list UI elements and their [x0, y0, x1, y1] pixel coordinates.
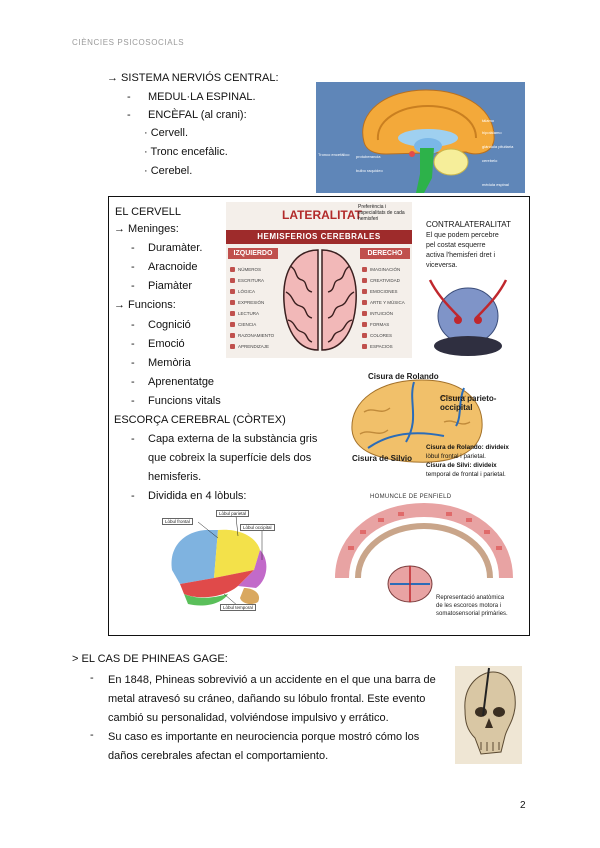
left-item [230, 330, 280, 341]
running-header: CIÈNCIES PSICOSOCIALS [72, 38, 185, 47]
silvio-label: Cisura de Silvio [352, 454, 413, 463]
snc-dash: - [127, 109, 131, 121]
lobes-image [158, 508, 284, 612]
bullet-icon [362, 267, 367, 272]
parieto-line: occipital [440, 403, 473, 412]
right-item [362, 286, 412, 297]
cortex-line: Capa externa de la substància gris [148, 433, 318, 445]
dash: - [131, 395, 135, 407]
lateralitat-note: Preferència i especialitats de cada hemisferi [358, 204, 405, 222]
left-item [230, 297, 280, 308]
dash: - [131, 280, 135, 292]
left-item-label: LECTURA [238, 311, 260, 316]
parieto-line: Cisura parieto- [440, 394, 497, 403]
left-item-label: CIENCIA [238, 322, 257, 327]
homuncle-caption-line: somatosensorial primàries. [436, 611, 508, 617]
left-item [230, 286, 280, 297]
dash: - [131, 490, 135, 502]
phineas-paragraph-1 [108, 671, 436, 728]
dash: - [131, 261, 135, 273]
snc-subitem: · Cervell. [144, 127, 189, 139]
snc-item-medulla: MEDUL·LA ESPINAL. [148, 91, 256, 103]
meninge-item: Aracnoide [148, 261, 198, 273]
bullet-icon [362, 333, 367, 338]
bullet-icon [230, 311, 235, 316]
hemisferios-banner: HEMISFERIOS CEREBRALES [226, 230, 412, 244]
dash: - [131, 338, 135, 350]
right-item-label: CREATIVIDAD [370, 278, 400, 283]
label-medula: médula espinal [482, 182, 509, 187]
phineas-line: En 1848, Phineas sobrevivió a un accidente en el que una barra de [108, 674, 436, 686]
cortex-line: hemisferis. [148, 471, 202, 483]
left-item [230, 264, 280, 275]
dash: - [131, 319, 135, 331]
funcio-item: Memòria [148, 357, 191, 369]
meninge-item: Duramàter. [148, 242, 203, 254]
homuncle-caption [436, 594, 508, 618]
dash: - [90, 729, 94, 741]
right-item [362, 297, 412, 308]
bullet-icon [362, 289, 367, 294]
homuncle-image [328, 490, 522, 630]
cortex-line: Dividida en 4 lòbuls: [148, 490, 247, 502]
phineas-paragraph-2 [108, 728, 419, 766]
left-item-label: EXPRESIÓN [238, 300, 265, 305]
right-hemisphere-list [362, 264, 412, 352]
left-hemisphere-list [230, 264, 280, 352]
phineas-title: > EL CAS DE PHINEAS GAGE: [72, 653, 228, 665]
phineas-line: daños cerebrales afectan el comportamiento. [108, 750, 329, 762]
meninges-title: → Meninges: [114, 223, 179, 235]
cisures-note: lòbul frontal i parietal. [426, 453, 486, 460]
cisures-note: temporal de frontal i parietal. [426, 471, 506, 478]
contralateral-illustration [420, 274, 516, 358]
izquierdo-header: IZQUIERDO [228, 248, 278, 259]
right-item-label: COLORES [370, 333, 393, 338]
label-talamo: tálamo [482, 118, 495, 123]
dash: - [131, 433, 135, 445]
right-item [362, 264, 412, 275]
contralateralitat-line: El que podem percebre [426, 232, 499, 239]
lateralitat-title: LATERALITAT [282, 208, 362, 222]
bullet-icon [230, 278, 235, 283]
dash: - [90, 672, 94, 684]
contralateralitat-line: pel costat esquerre [426, 242, 486, 249]
cisures-note: Cisura de Silvi: divideix [426, 462, 497, 469]
rolando-label: Cisura de Rolando [368, 372, 439, 381]
label-bulbo: bulbo raquídeo [356, 168, 383, 173]
label-hipotalamo: hipotálamo [482, 130, 502, 135]
cervell-title: EL CERVELL [115, 206, 182, 218]
right-item [362, 341, 412, 352]
left-item [230, 308, 280, 319]
cisures-notes [426, 443, 509, 479]
right-item-label: IMAGINACIÓN [370, 267, 401, 272]
right-item-label: EMOCIONES [370, 289, 398, 294]
label-cerebelo: cerebelo [482, 158, 498, 163]
left-item [230, 319, 280, 330]
funcions-title: → Funcions: [114, 299, 176, 311]
contralateralitat-title: CONTRALATERALITAT [426, 220, 511, 229]
lobe-label-temporal: Lòbul temporal [220, 604, 256, 611]
brain-sagittal-illustration [316, 82, 525, 193]
lateralitat-infographic [226, 202, 412, 358]
right-item-label: FORMAS [370, 322, 390, 327]
funcio-item: Cognició [148, 319, 191, 331]
page-number: 2 [520, 800, 526, 811]
brain-top-view [278, 246, 362, 354]
left-item-label: NÚMEROS [238, 267, 262, 272]
bullet-icon [230, 267, 235, 272]
bullet-icon [362, 322, 367, 327]
contralateralitat-line: viceversa. [426, 262, 458, 269]
lobe-label-parietal: Lòbul parietal [216, 510, 249, 517]
homuncle-caption-line: de les escorces motora i [436, 603, 502, 609]
contralateralitat-text [426, 231, 499, 271]
dash: - [131, 376, 135, 388]
meninge-item: Piamàter [148, 280, 193, 292]
cisures-note: Cisura de Rolando: divideix [426, 444, 509, 451]
lobe-label-frontal: Lòbul frontal [162, 518, 193, 525]
left-item-label: RAZONAMIENTO [238, 333, 275, 338]
left-item [230, 341, 280, 352]
snc-subitem: · Cerebel. [144, 165, 193, 177]
right-item [362, 330, 412, 341]
skull-illustration [455, 666, 522, 764]
derecho-header: DERECHO [360, 248, 410, 259]
bullet-icon [362, 278, 367, 283]
right-item [362, 308, 412, 319]
left-item-label: APRENDIZAJE [238, 344, 270, 349]
contralateralitat-line: activa l'hemisferi dret i [426, 252, 496, 259]
label-protuberancia: protuberancia [356, 154, 381, 159]
label-pituitaria: glándula pituitaria [482, 144, 514, 149]
snc-title: → SISTEMA NERVIÓS CENTRAL: [107, 72, 279, 84]
left-item-label: LÓGICA [238, 289, 256, 294]
skull-image [455, 666, 522, 764]
right-item-label: ARTE Y MÚSICA [370, 300, 405, 305]
bullet-icon [230, 300, 235, 305]
bullet-icon [362, 311, 367, 316]
homuncle-caption-line: Representació anatòmica [436, 595, 505, 601]
bullet-icon [362, 300, 367, 305]
cortex-line: que cobreix la superfície dels dos [148, 452, 312, 464]
homuncle-title: HOMUNCLE DE PENFIELD [370, 494, 452, 500]
dash: - [131, 357, 135, 369]
right-item [362, 319, 412, 330]
contralateral-eyes-image [420, 274, 516, 358]
right-item-label: ESPACIOS [370, 344, 393, 349]
bullet-icon [362, 344, 367, 349]
snc-dash: - [127, 91, 131, 103]
bullet-icon [230, 333, 235, 338]
left-item [230, 275, 280, 286]
parieto-label [440, 394, 496, 412]
left-item-label: ESCRITURA [238, 278, 265, 283]
right-item-label: INTUICIÓN [370, 311, 393, 316]
funcio-item: Funcions vitals [148, 395, 221, 407]
phineas-line: Su caso es importante en neurociencia porque mostró cómo los [108, 731, 420, 743]
phineas-line: metal atravesó su cráneo, dañando su lóbulo frontal. Este evento [108, 693, 426, 705]
dash: - [131, 242, 135, 254]
lobe-label-occipital: Lòbul occipital [240, 524, 275, 531]
cortex-title: ESCORÇA CEREBRAL (CÒRTEX) [114, 414, 286, 426]
funcio-item: Aprenentatge [148, 376, 215, 388]
right-item [362, 275, 412, 286]
bullet-icon [230, 322, 235, 327]
phineas-line: cambió su personalidad, volviéndose impulsivo y errático. [108, 712, 389, 724]
bullet-icon [230, 344, 235, 349]
brain-sagittal-image [316, 82, 525, 193]
funcio-item: Emoció [148, 338, 185, 350]
bullet-icon [230, 289, 235, 294]
snc-subitem: · Tronc encefàlic. [144, 146, 228, 158]
snc-item-encefal: ENCÈFAL (al crani): [148, 109, 247, 121]
label-tronco: Tronco encefálico [318, 152, 350, 157]
